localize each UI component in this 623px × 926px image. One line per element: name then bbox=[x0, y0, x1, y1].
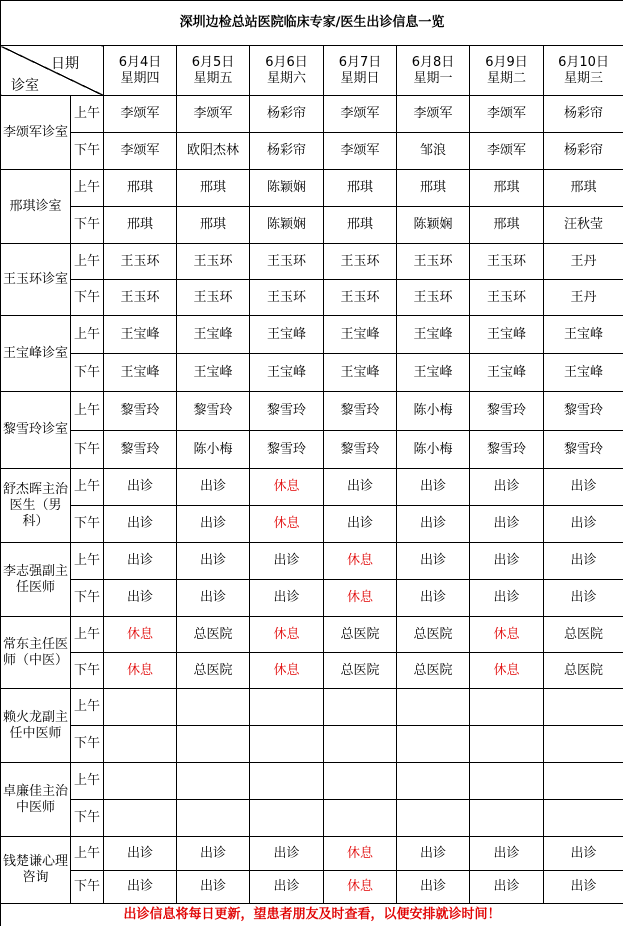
day-header bbox=[544, 46, 623, 96]
schedule-cell bbox=[324, 763, 397, 800]
schedule-cell: 陈小梅 bbox=[397, 392, 470, 431]
schedule-cell: 王宝峰 bbox=[397, 354, 470, 392]
schedule-cell bbox=[544, 726, 623, 763]
date-axis-label: 日期 bbox=[51, 56, 79, 72]
schedule-cell: 出诊 bbox=[177, 837, 250, 871]
corner-header bbox=[1, 46, 104, 96]
period-morning: 上午 bbox=[71, 96, 104, 133]
schedule-row bbox=[1, 207, 623, 244]
schedule-cell: 王宝峰 bbox=[470, 354, 544, 392]
schedule-cell: 出诊 bbox=[397, 837, 470, 871]
schedule-cell: 王宝峰 bbox=[470, 316, 544, 354]
schedule-cell: 出诊 bbox=[470, 506, 544, 543]
schedule-cell: 王宝峰 bbox=[544, 316, 623, 354]
schedule-cell: 王玉环 bbox=[470, 280, 544, 316]
period-morning: 上午 bbox=[71, 244, 104, 280]
schedule-cell: 王宝峰 bbox=[177, 354, 250, 392]
schedule-cell: 邢琪 bbox=[177, 207, 250, 244]
schedule-cell: 李颂军 bbox=[177, 96, 250, 133]
clinic-name: 李志强副主任医师 bbox=[1, 543, 71, 617]
schedule-cell: 总医院 bbox=[177, 653, 250, 689]
clinic-name: 李颂军诊室 bbox=[1, 96, 71, 170]
day-header bbox=[104, 46, 177, 96]
day-date: 6月5日 bbox=[177, 55, 249, 71]
schedule-row bbox=[1, 871, 623, 904]
schedule-row bbox=[1, 469, 623, 506]
schedule-cell bbox=[104, 689, 177, 726]
schedule-cell: 李颂军 bbox=[470, 133, 544, 170]
schedule-cell: 休息 bbox=[470, 617, 544, 653]
day-date: 6月9日 bbox=[470, 55, 543, 71]
clinic-name: 王宝峰诊室 bbox=[1, 316, 71, 392]
schedule-cell: 出诊 bbox=[104, 469, 177, 506]
schedule-cell: 总医院 bbox=[397, 653, 470, 689]
schedule-cell: 邢琪 bbox=[104, 170, 177, 207]
schedule-cell: 黎雪玲 bbox=[104, 392, 177, 431]
schedule-cell: 出诊 bbox=[544, 469, 623, 506]
clinic-name: 王玉环诊室 bbox=[1, 244, 71, 316]
schedule-cell: 出诊 bbox=[544, 837, 623, 871]
schedule-row bbox=[1, 543, 623, 580]
schedule-cell: 邢琪 bbox=[324, 170, 397, 207]
schedule-cell: 陈颖娴 bbox=[250, 170, 324, 207]
schedule-cell: 出诊 bbox=[104, 543, 177, 580]
schedule-cell bbox=[324, 689, 397, 726]
day-weekday: 星期五 bbox=[177, 71, 249, 87]
clinic-name: 钱楚谦心理咨询 bbox=[1, 837, 71, 904]
schedule-cell bbox=[104, 726, 177, 763]
day-weekday: 星期二 bbox=[470, 71, 543, 87]
schedule-cell bbox=[470, 800, 544, 837]
schedule-cell: 休息 bbox=[324, 543, 397, 580]
period-morning: 上午 bbox=[71, 543, 104, 580]
schedule-cell: 出诊 bbox=[177, 469, 250, 506]
schedule-cell bbox=[177, 800, 250, 837]
period-morning: 上午 bbox=[71, 392, 104, 431]
schedule-cell bbox=[544, 689, 623, 726]
schedule-cell: 汪秋莹 bbox=[544, 207, 623, 244]
day-header bbox=[250, 46, 324, 96]
schedule-cell bbox=[470, 763, 544, 800]
day-date: 6月4日 bbox=[104, 55, 176, 71]
schedule-cell: 王丹 bbox=[544, 280, 623, 316]
schedule-cell: 李颂军 bbox=[470, 96, 544, 133]
schedule-cell bbox=[544, 763, 623, 800]
schedule-cell bbox=[397, 763, 470, 800]
schedule-cell: 出诊 bbox=[324, 469, 397, 506]
schedule-cell: 王玉环 bbox=[470, 244, 544, 280]
schedule-cell: 出诊 bbox=[397, 580, 470, 617]
schedule-row bbox=[1, 244, 623, 280]
schedule-cell: 李颂军 bbox=[324, 96, 397, 133]
schedule-cell: 邢琪 bbox=[470, 207, 544, 244]
schedule-cell: 休息 bbox=[470, 653, 544, 689]
schedule-cell: 总医院 bbox=[544, 653, 623, 689]
period-morning: 上午 bbox=[71, 689, 104, 726]
schedule-cell: 邢琪 bbox=[104, 207, 177, 244]
period-afternoon: 下午 bbox=[71, 280, 104, 316]
day-header bbox=[177, 46, 250, 96]
schedule-cell: 出诊 bbox=[250, 871, 324, 904]
schedule-cell: 休息 bbox=[250, 617, 324, 653]
schedule-cell bbox=[177, 689, 250, 726]
schedule-cell: 陈小梅 bbox=[177, 431, 250, 469]
day-date: 6月6日 bbox=[250, 55, 323, 71]
period-morning: 上午 bbox=[71, 316, 104, 354]
schedule-cell: 杨彩帘 bbox=[544, 133, 623, 170]
schedule-cell: 邢琪 bbox=[324, 207, 397, 244]
schedule-cell: 休息 bbox=[250, 506, 324, 543]
schedule-cell bbox=[177, 763, 250, 800]
schedule-cell: 出诊 bbox=[544, 506, 623, 543]
day-date: 6月10日 bbox=[544, 55, 623, 71]
schedule-cell: 休息 bbox=[250, 469, 324, 506]
schedule-row bbox=[1, 837, 623, 871]
schedule-cell: 出诊 bbox=[470, 871, 544, 904]
day-weekday: 星期一 bbox=[397, 71, 469, 87]
schedule-cell: 李颂军 bbox=[104, 96, 177, 133]
schedule-cell: 王玉环 bbox=[397, 244, 470, 280]
day-weekday: 星期日 bbox=[324, 71, 396, 87]
day-weekday: 星期三 bbox=[544, 71, 623, 87]
period-afternoon: 下午 bbox=[71, 506, 104, 543]
schedule-cell: 陈颖娴 bbox=[250, 207, 324, 244]
schedule-cell: 出诊 bbox=[177, 506, 250, 543]
schedule-cell: 王玉环 bbox=[250, 280, 324, 316]
schedule-row bbox=[1, 280, 623, 316]
schedule-cell: 出诊 bbox=[177, 871, 250, 904]
schedule-cell: 休息 bbox=[324, 837, 397, 871]
schedule-cell: 杨彩帘 bbox=[250, 96, 324, 133]
schedule-row bbox=[1, 617, 623, 653]
schedule-row bbox=[1, 96, 623, 133]
clinic-name: 卓廉佳主治中医师 bbox=[1, 763, 71, 837]
schedule-cell: 黎雪玲 bbox=[104, 431, 177, 469]
schedule-cell: 出诊 bbox=[470, 543, 544, 580]
schedule-cell: 出诊 bbox=[177, 543, 250, 580]
schedule-row bbox=[1, 689, 623, 726]
clinic-name: 常东主任医师（中医） bbox=[1, 617, 71, 689]
schedule-cell: 黎雪玲 bbox=[250, 392, 324, 431]
schedule-row bbox=[1, 431, 623, 469]
schedule-cell: 出诊 bbox=[397, 543, 470, 580]
schedule-cell bbox=[250, 763, 324, 800]
schedule-cell: 黎雪玲 bbox=[177, 392, 250, 431]
clinic-name: 舒杰晖主治医生（男科） bbox=[1, 469, 71, 543]
schedule-cell: 休息 bbox=[324, 871, 397, 904]
schedule-cell: 出诊 bbox=[250, 543, 324, 580]
schedule-cell bbox=[397, 726, 470, 763]
schedule-cell: 王宝峰 bbox=[104, 316, 177, 354]
period-morning: 上午 bbox=[71, 469, 104, 506]
schedule-cell: 王玉环 bbox=[177, 244, 250, 280]
schedule-cell: 杨彩帘 bbox=[544, 96, 623, 133]
schedule-row bbox=[1, 653, 623, 689]
schedule-cell: 黎雪玲 bbox=[324, 431, 397, 469]
schedule-cell: 出诊 bbox=[177, 580, 250, 617]
schedule-cell bbox=[250, 800, 324, 837]
schedule-cell: 王玉环 bbox=[177, 280, 250, 316]
schedule-row bbox=[1, 133, 623, 170]
schedule-cell: 黎雪玲 bbox=[544, 392, 623, 431]
schedule-cell: 邢琪 bbox=[397, 170, 470, 207]
schedule-row bbox=[1, 763, 623, 800]
header-row bbox=[1, 46, 623, 96]
schedule-row bbox=[1, 580, 623, 617]
day-date: 6月8日 bbox=[397, 55, 469, 71]
period-afternoon: 下午 bbox=[71, 207, 104, 244]
schedule-cell: 黎雪玲 bbox=[544, 431, 623, 469]
schedule-cell: 王宝峰 bbox=[250, 316, 324, 354]
schedule-cell bbox=[544, 800, 623, 837]
period-morning: 上午 bbox=[71, 617, 104, 653]
schedule-cell: 出诊 bbox=[104, 580, 177, 617]
schedule-cell bbox=[104, 800, 177, 837]
schedule-cell: 出诊 bbox=[544, 871, 623, 904]
clinic-name: 赖火龙副主任中医师 bbox=[1, 689, 71, 763]
schedule-cell: 总医院 bbox=[324, 653, 397, 689]
schedule-cell: 陈小梅 bbox=[397, 431, 470, 469]
schedule-cell bbox=[250, 726, 324, 763]
period-morning: 上午 bbox=[71, 170, 104, 207]
schedule-cell: 王宝峰 bbox=[397, 316, 470, 354]
schedule-row bbox=[1, 392, 623, 431]
schedule-cell: 王宝峰 bbox=[544, 354, 623, 392]
schedule-cell: 王丹 bbox=[544, 244, 623, 280]
schedule-row bbox=[1, 726, 623, 763]
schedule-cell: 总医院 bbox=[397, 617, 470, 653]
schedule-cell: 王玉环 bbox=[324, 280, 397, 316]
schedule-cell: 出诊 bbox=[250, 837, 324, 871]
schedule-cell: 黎雪玲 bbox=[470, 392, 544, 431]
schedule-cell: 总医院 bbox=[177, 617, 250, 653]
period-afternoon: 下午 bbox=[71, 653, 104, 689]
schedule-cell: 出诊 bbox=[470, 469, 544, 506]
schedule-cell: 出诊 bbox=[104, 871, 177, 904]
schedule-cell: 邹浪 bbox=[397, 133, 470, 170]
schedule-cell: 出诊 bbox=[104, 837, 177, 871]
footer-notice: 出诊信息将每日更新，望患者朋友及时查看，以便安排就诊时间！ bbox=[1, 904, 623, 926]
schedule-cell: 李颂军 bbox=[104, 133, 177, 170]
period-afternoon: 下午 bbox=[71, 431, 104, 469]
schedule-cell: 王宝峰 bbox=[250, 354, 324, 392]
schedule-cell: 出诊 bbox=[470, 580, 544, 617]
schedule-cell: 王宝峰 bbox=[324, 354, 397, 392]
schedule-cell: 王玉环 bbox=[104, 244, 177, 280]
schedule-cell: 出诊 bbox=[544, 580, 623, 617]
period-afternoon: 下午 bbox=[71, 726, 104, 763]
period-morning: 上午 bbox=[71, 763, 104, 800]
day-header bbox=[470, 46, 544, 96]
schedule-row bbox=[1, 354, 623, 392]
schedule-cell: 出诊 bbox=[470, 837, 544, 871]
clinic-name: 邢琪诊室 bbox=[1, 170, 71, 244]
period-afternoon: 下午 bbox=[71, 800, 104, 837]
schedule-cell: 李颂军 bbox=[397, 96, 470, 133]
schedule-cell: 出诊 bbox=[324, 506, 397, 543]
day-date: 6月7日 bbox=[324, 55, 396, 71]
period-afternoon: 下午 bbox=[71, 133, 104, 170]
schedule-cell: 出诊 bbox=[104, 506, 177, 543]
schedule-cell: 邢琪 bbox=[177, 170, 250, 207]
schedule-cell: 休息 bbox=[104, 617, 177, 653]
schedule-cell: 王玉环 bbox=[250, 244, 324, 280]
schedule-row bbox=[1, 316, 623, 354]
schedule-cell: 休息 bbox=[104, 653, 177, 689]
schedule-cell: 王玉环 bbox=[397, 280, 470, 316]
page-title: 深圳边检总站医院临床专家/医生出诊信息一览 bbox=[1, 1, 623, 46]
schedule-cell: 休息 bbox=[324, 580, 397, 617]
schedule-cell: 王宝峰 bbox=[104, 354, 177, 392]
schedule-cell bbox=[104, 763, 177, 800]
schedule-cell: 出诊 bbox=[397, 506, 470, 543]
schedule-cell: 王宝峰 bbox=[324, 316, 397, 354]
schedule-cell: 出诊 bbox=[250, 580, 324, 617]
period-afternoon: 下午 bbox=[71, 354, 104, 392]
schedule-cell bbox=[397, 800, 470, 837]
schedule-cell: 杨彩帘 bbox=[250, 133, 324, 170]
schedule-cell: 黎雪玲 bbox=[324, 392, 397, 431]
schedule-cell: 欧阳杰林 bbox=[177, 133, 250, 170]
schedule-cell: 出诊 bbox=[397, 871, 470, 904]
schedule-cell: 陈颖娴 bbox=[397, 207, 470, 244]
clinic-name: 黎雪玲诊室 bbox=[1, 392, 71, 469]
day-header bbox=[397, 46, 470, 96]
schedule-cell bbox=[324, 800, 397, 837]
schedule-cell bbox=[177, 726, 250, 763]
schedule-cell: 邢琪 bbox=[544, 170, 623, 207]
clinic-axis-label: 诊室 bbox=[11, 78, 39, 94]
schedule-cell: 黎雪玲 bbox=[470, 431, 544, 469]
schedule-cell: 王玉环 bbox=[324, 244, 397, 280]
schedule-row bbox=[1, 506, 623, 543]
period-morning: 上午 bbox=[71, 837, 104, 871]
schedule-row bbox=[1, 800, 623, 837]
schedule-cell: 邢琪 bbox=[470, 170, 544, 207]
schedule-cell: 王玉环 bbox=[104, 280, 177, 316]
schedule-cell bbox=[250, 689, 324, 726]
schedule-cell: 出诊 bbox=[397, 469, 470, 506]
schedule-cell: 出诊 bbox=[544, 543, 623, 580]
schedule-cell bbox=[397, 689, 470, 726]
period-afternoon: 下午 bbox=[71, 580, 104, 617]
schedule-cell: 休息 bbox=[250, 653, 324, 689]
day-header bbox=[324, 46, 397, 96]
schedule-cell: 王宝峰 bbox=[177, 316, 250, 354]
schedule-row bbox=[1, 170, 623, 207]
schedule-cell: 总医院 bbox=[544, 617, 623, 653]
day-weekday: 星期四 bbox=[104, 71, 176, 87]
schedule-cell: 总医院 bbox=[324, 617, 397, 653]
schedule-cell: 李颂军 bbox=[324, 133, 397, 170]
schedule-cell bbox=[324, 726, 397, 763]
day-weekday: 星期六 bbox=[250, 71, 323, 87]
period-afternoon: 下午 bbox=[71, 871, 104, 904]
schedule-cell bbox=[470, 689, 544, 726]
schedule-cell bbox=[470, 726, 544, 763]
schedule-cell: 黎雪玲 bbox=[250, 431, 324, 469]
